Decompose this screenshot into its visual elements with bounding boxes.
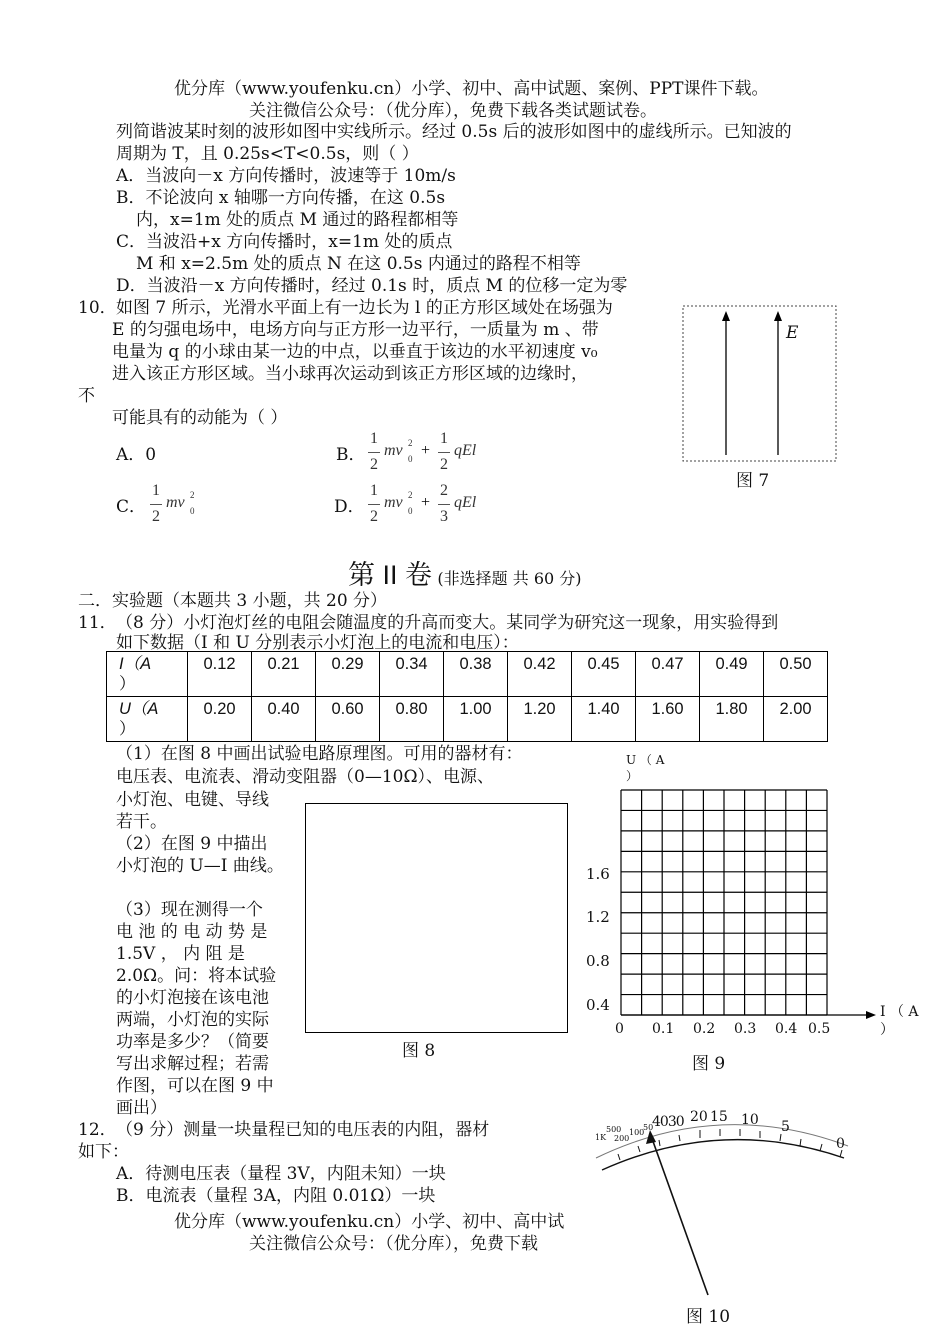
- formula-plus: +: [421, 494, 431, 511]
- q10-option-c-label: C．: [116, 497, 147, 517]
- figure-10-caption: 图 10: [686, 1307, 731, 1327]
- q11-line-2: 如下数据（I 和 U 分别表示小灯泡上的电流和电压）：: [116, 633, 519, 653]
- q9-stem-line-2: 周期为 T，且 0.25s<T<0.5s，则（ ）: [116, 144, 419, 164]
- formula-mv: mv: [384, 494, 403, 511]
- frac-numerator: 1: [440, 430, 448, 447]
- table-cell: 0.38: [444, 652, 508, 697]
- frac-numerator: 1: [370, 430, 378, 447]
- graph-y-tick: 0.4: [586, 996, 610, 1014]
- formula-sup: 2: [190, 490, 195, 500]
- frac-bar: [438, 504, 450, 505]
- q9-option-b-line-2: 内，x=1m 处的质点 M 通过的路程都相等: [136, 210, 459, 230]
- dial-arc-inner: [602, 1140, 844, 1170]
- table-row-current: [107, 652, 828, 697]
- section-2-subtitle: (非选择题 共 60 分): [437, 569, 582, 588]
- q12-option-a: A．待测电压表（量程 3V，内阻未知）一块: [116, 1164, 446, 1184]
- table-cell: 0.45: [572, 652, 636, 697]
- section-2-title: 第 II 卷: [348, 560, 433, 590]
- formula-sub: 0: [408, 454, 413, 464]
- table-cell: 1.80: [700, 697, 764, 742]
- formula-sub: 0: [408, 506, 413, 516]
- figure-9-graph[interactable]: [600, 770, 890, 1040]
- table-header-voltage: U（A ）: [107, 697, 188, 742]
- q11-part-3-line-5: 的小灯泡接在该电池: [116, 988, 269, 1008]
- table-cell: 0.12: [188, 652, 252, 697]
- graph-y-tick: 0.8: [586, 952, 610, 970]
- arrow-up-icon: [722, 311, 730, 321]
- meter-needle: [650, 1133, 708, 1295]
- frac-denominator: 2: [370, 508, 378, 525]
- figure-7-field-label: E: [786, 323, 799, 343]
- table-cell: 0.40: [252, 697, 316, 742]
- dial-label-small: 500: [606, 1125, 622, 1134]
- q11-part-1-line-3: 小灯泡、电键、导线: [116, 790, 269, 810]
- figure-9-caption: 图 9: [692, 1054, 726, 1074]
- q10-number: 10．: [78, 298, 117, 318]
- table-cell: 0.20: [188, 697, 252, 742]
- q10-line-2: E 的匀强电场中，电场方向与正方形一边平行，一质量为 m 、带: [112, 320, 599, 340]
- q9-stem-line-1: 列简谐波某时刻的波形如图中实线所示。经过 0.5s 后的波形如图中的虚线所示。已知波的: [116, 122, 792, 142]
- graph-y-axis-label: U （ A ）: [626, 753, 665, 783]
- frac-bar: [368, 452, 380, 453]
- q11-part-1-line-4: 若干。: [116, 812, 167, 832]
- figure-7-caption: 图 7: [736, 471, 770, 491]
- q11-number: 11．: [78, 613, 117, 633]
- formula-plus: +: [421, 442, 431, 459]
- table-cell: 1.60: [636, 697, 700, 742]
- frac-bar: [150, 504, 162, 505]
- q11-part-3-line-8: 写出求解过程；若需: [116, 1054, 269, 1074]
- section-2-heading: [348, 560, 582, 594]
- square-region: [683, 306, 836, 461]
- formula-sub: 0: [190, 506, 195, 516]
- table-cell: 0.47: [636, 652, 700, 697]
- q11-part-3-line-9: 作图，可以在图 9 中: [116, 1076, 274, 1096]
- footer-line-2: 关注微信公众号：（优分库），免费下载: [249, 1234, 538, 1254]
- q10-line-5: 不: [78, 386, 95, 406]
- graph-x-tick: 0.5: [808, 1021, 831, 1037]
- table-cell: 1.00: [444, 697, 508, 742]
- figure-8-caption: 图 8: [402, 1041, 436, 1061]
- graph-x-tick: 0.3: [734, 1021, 757, 1037]
- q10-line-4: 进入该正方形区域。当小球再次运动到该正方形区域的边缘时，: [112, 364, 588, 384]
- q9-option-c-line-1: C．当波沿+x 方向传播时，x=1m 处的质点: [116, 232, 453, 252]
- formula-sup: 2: [408, 490, 413, 500]
- figure-7-field-diagram: [680, 303, 840, 463]
- graph-y-tick: 1.2: [586, 908, 610, 926]
- table-row-voltage: [107, 697, 828, 742]
- table-header-current: I（A ）: [107, 652, 188, 697]
- graph-x-tick: 0: [615, 1021, 624, 1037]
- dial-label: 5: [781, 1119, 790, 1135]
- dial-label-small: 200: [614, 1134, 630, 1143]
- dial-label-small: 100: [629, 1128, 645, 1137]
- q11-part-3-line-4: 2.0Ω。问：将本试验: [116, 966, 277, 986]
- q9-option-a: A．当波向－x 方向传播时，波速等于 10m/s: [116, 166, 456, 186]
- frac-bar: [368, 504, 380, 505]
- table-cell: 0.21: [252, 652, 316, 697]
- q11-part-3-line-2: 电 池 的 电 动 势 是: [116, 922, 268, 942]
- frac-numerator: 1: [152, 482, 160, 499]
- formula-mv: mv: [384, 442, 403, 459]
- q9-option-b-line-1: B．不论波向 x 轴哪一方向传播，在这 0.5s: [116, 188, 446, 208]
- arrow-up-icon: [774, 311, 782, 321]
- q11-part-3-line-3: 1.5V ， 内 阻 是: [116, 944, 245, 964]
- frac-denominator: 3: [440, 508, 448, 525]
- formula-mv: mv: [166, 494, 185, 511]
- q11-line-1: （8 分）小灯泡灯丝的电阻会随温度的升高而变大。某同学为研究这一现象，用实验得到: [116, 613, 779, 633]
- footer-line-1: 优分库（www.youfenku.cn）小学、初中、高中试: [174, 1212, 565, 1232]
- table-cell: 1.40: [572, 697, 636, 742]
- q9-option-c-line-2: M 和 x=2.5m 处的质点 N 在这 0.5s 内通过的路程不相等: [136, 254, 581, 274]
- table-cell: 0.49: [700, 652, 764, 697]
- table-cell: 0.80: [380, 697, 444, 742]
- graph-x-tick: 0.1: [652, 1021, 675, 1037]
- q10-option-b-label: B．: [336, 445, 366, 465]
- q12-line-2: 如下：: [78, 1142, 129, 1162]
- graph-x-tick: 0.2: [693, 1021, 716, 1037]
- dial-label: 15: [710, 1109, 728, 1125]
- q11-part-3-line-10: 画出）: [116, 1098, 167, 1118]
- frac-numerator: 2: [440, 482, 448, 499]
- frac-denominator: 2: [370, 456, 378, 473]
- header-line-1: 优分库（www.youfenku.cn）小学、初中、高中试题、案例、PPT课件下载。: [174, 79, 769, 99]
- q10-option-a: A．0: [116, 445, 157, 465]
- q11-part-2-line-2: 小灯泡的 U—I 曲线。: [116, 856, 284, 876]
- dial-label: 0: [836, 1136, 845, 1152]
- graph-y-tick: 1.6: [586, 865, 610, 883]
- table-cell: 0.50: [764, 652, 828, 697]
- q11-part-2-line-1: （2）在图 9 中描出: [116, 834, 268, 854]
- frac-denominator: 2: [152, 508, 160, 525]
- table-cell: 1.20: [508, 697, 572, 742]
- formula-qel: qEl: [454, 494, 477, 511]
- data-table: [106, 651, 828, 742]
- graph-x-tick: 0.4: [775, 1021, 798, 1037]
- dial-label: 20: [690, 1109, 708, 1125]
- q12-line-1: （9 分）测量一块量程已知的电压表的内阻，器材: [116, 1120, 490, 1140]
- graph-x-axis-label: I （ A ）: [880, 1004, 919, 1038]
- q10-line-3: 电量为 q 的小球由某一边的中点，以垂直于该边的水平初速度 v₀: [112, 342, 598, 362]
- q9-option-d: D．当波沿－x 方向传播时，经过 0.1s 时，质点 M 的位移一定为零: [116, 276, 628, 296]
- q10-line-6: 可能具有的动能为（ ）: [112, 408, 288, 428]
- formula-qel: qEl: [454, 442, 477, 459]
- q10-line-1: 如图 7 所示，光滑水平面上有一边长为 l 的正方形区域处在场强为: [116, 298, 613, 318]
- experiment-part-heading: 二．实验题（本题共 3 小题，共 20 分）: [78, 591, 388, 611]
- formula-sup: 2: [408, 438, 413, 448]
- x-axis-arrow-icon: [866, 1011, 876, 1019]
- q11-part-3-line-6: 两端，小灯泡的实际: [116, 1010, 269, 1030]
- table-cell: 2.00: [764, 697, 828, 742]
- q11-part-3-line-1: （3）现在测得一个: [116, 900, 263, 920]
- frac-denominator: 2: [440, 456, 448, 473]
- q11-part-1-line-1: （1）在图 8 中画出试验电路原理图。可用的器材有：: [116, 744, 523, 764]
- q12-number: 12．: [78, 1120, 117, 1140]
- table-cell: 0.34: [380, 652, 444, 697]
- q12-option-b: B．电流表（量程 3A，内阻 0.01Ω）一块: [116, 1186, 436, 1206]
- dial-label: 10: [741, 1112, 759, 1128]
- q11-part-3-line-7: 功率是多少？（简要: [116, 1032, 269, 1052]
- table-cell: 0.29: [316, 652, 380, 697]
- dial-label: 4030: [652, 1114, 684, 1130]
- frac-numerator: 1: [370, 482, 378, 499]
- table-cell: 0.42: [508, 652, 572, 697]
- table-cell: 0.60: [316, 697, 380, 742]
- frac-bar: [438, 452, 450, 453]
- header-line-2: 关注微信公众号：（优分库），免费下载各类试题试卷。: [249, 101, 657, 121]
- q11-part-1-line-2: 电压表、电流表、滑动变阻器（0—10Ω）、电源、: [116, 767, 495, 787]
- q10-option-d-label: D．: [334, 497, 365, 517]
- dial-label-small: 50: [643, 1123, 654, 1132]
- dial-label-small: 1K: [595, 1133, 607, 1142]
- figure-8-drawing-box[interactable]: [305, 803, 568, 1033]
